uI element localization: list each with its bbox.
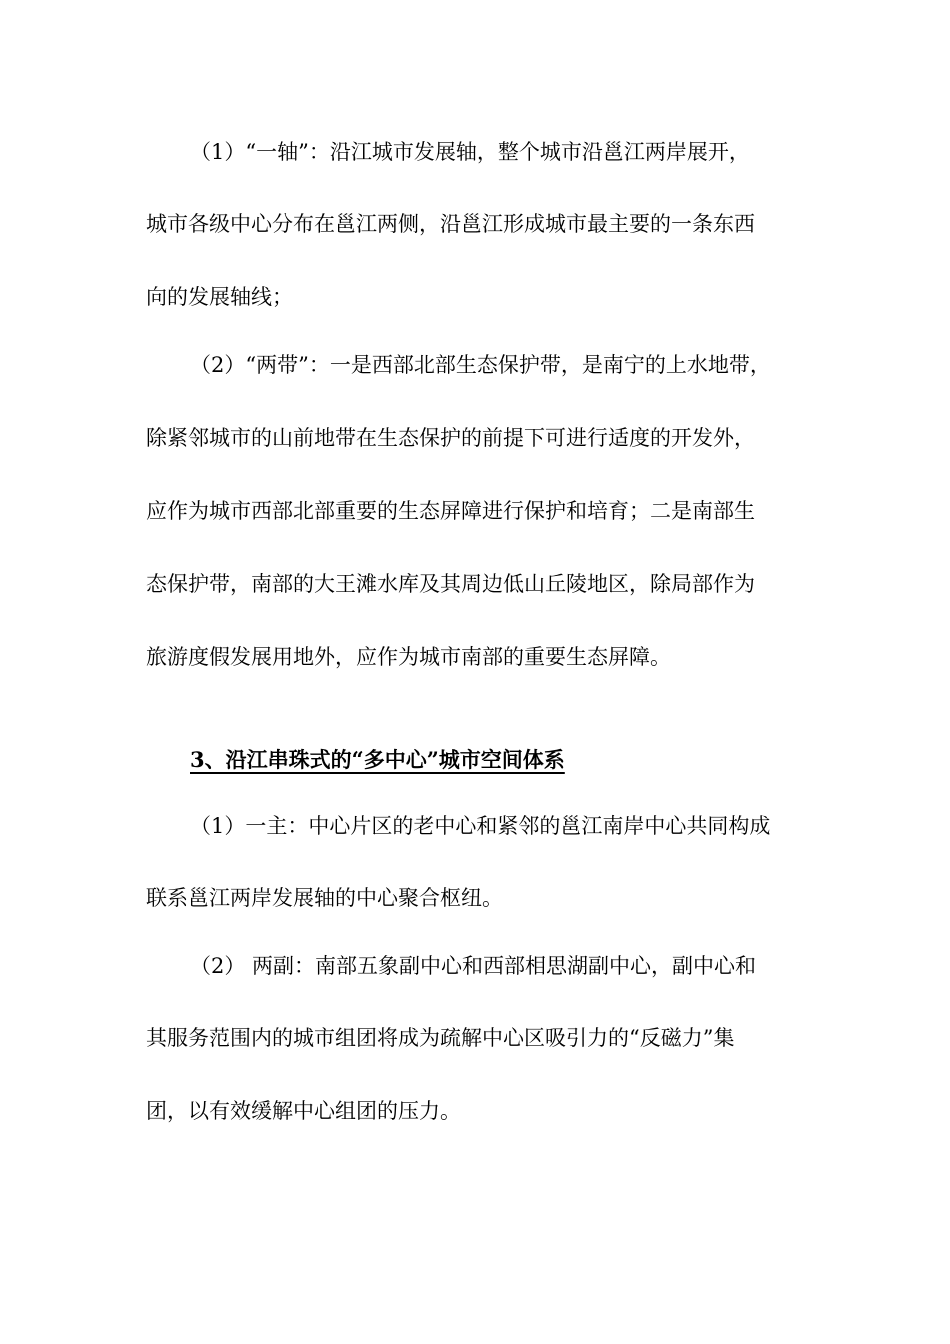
paragraph-axis-line-3: 向的发展轴线； (146, 285, 293, 309)
paragraph-axis-line-1: （1）“一轴”：沿江城市发展轴，整个城市沿邕江两岸展开， (190, 140, 750, 164)
paragraph-main-center-line-2: 联系邕江两岸发展轴的中心聚合枢纽。 (146, 886, 503, 910)
paragraph-main-center-line-1: （1）一主：中心片区的老中心和紧邻的邕江南岸中心共同构成 (190, 814, 771, 838)
paragraph-sub-centers-line-2: 其服务范围内的城市组团将成为疏解中心区吸引力的“反磁力”集 (146, 1026, 735, 1050)
paragraph-sub-centers-line-1: （2） 两副：南部五象副中心和西部相思湖副中心，副中心和 (190, 954, 757, 978)
paragraph-belts-line-5: 旅游度假发展用地外，应作为城市南部的重要生态屏障。 (146, 645, 671, 669)
paragraph-belts-line-2: 除紧邻城市的山前地带在生态保护的前提下可进行适度的开发外， (146, 426, 755, 450)
paragraph-belts-line-4: 态保护带，南部的大王滩水库及其周边低山丘陵地区，除局部作为 (146, 572, 755, 596)
paragraph-sub-centers-line-3: 团，以有效缓解中心组团的压力。 (146, 1099, 461, 1123)
paragraph-belts-line-1: （2）“两带”：一是西部北部生态保护带，是南宁的上水地带， (190, 353, 771, 377)
paragraph-axis-line-2: 城市各级中心分布在邕江两侧，沿邕江形成城市最主要的一条东西 (146, 212, 755, 236)
paragraph-belts-line-3: 应作为城市西部北部重要的生态屏障进行保护和培育；二是南部生 (146, 499, 755, 523)
section-heading: 3、沿江串珠式的“多中心”城市空间体系 (190, 747, 565, 772)
